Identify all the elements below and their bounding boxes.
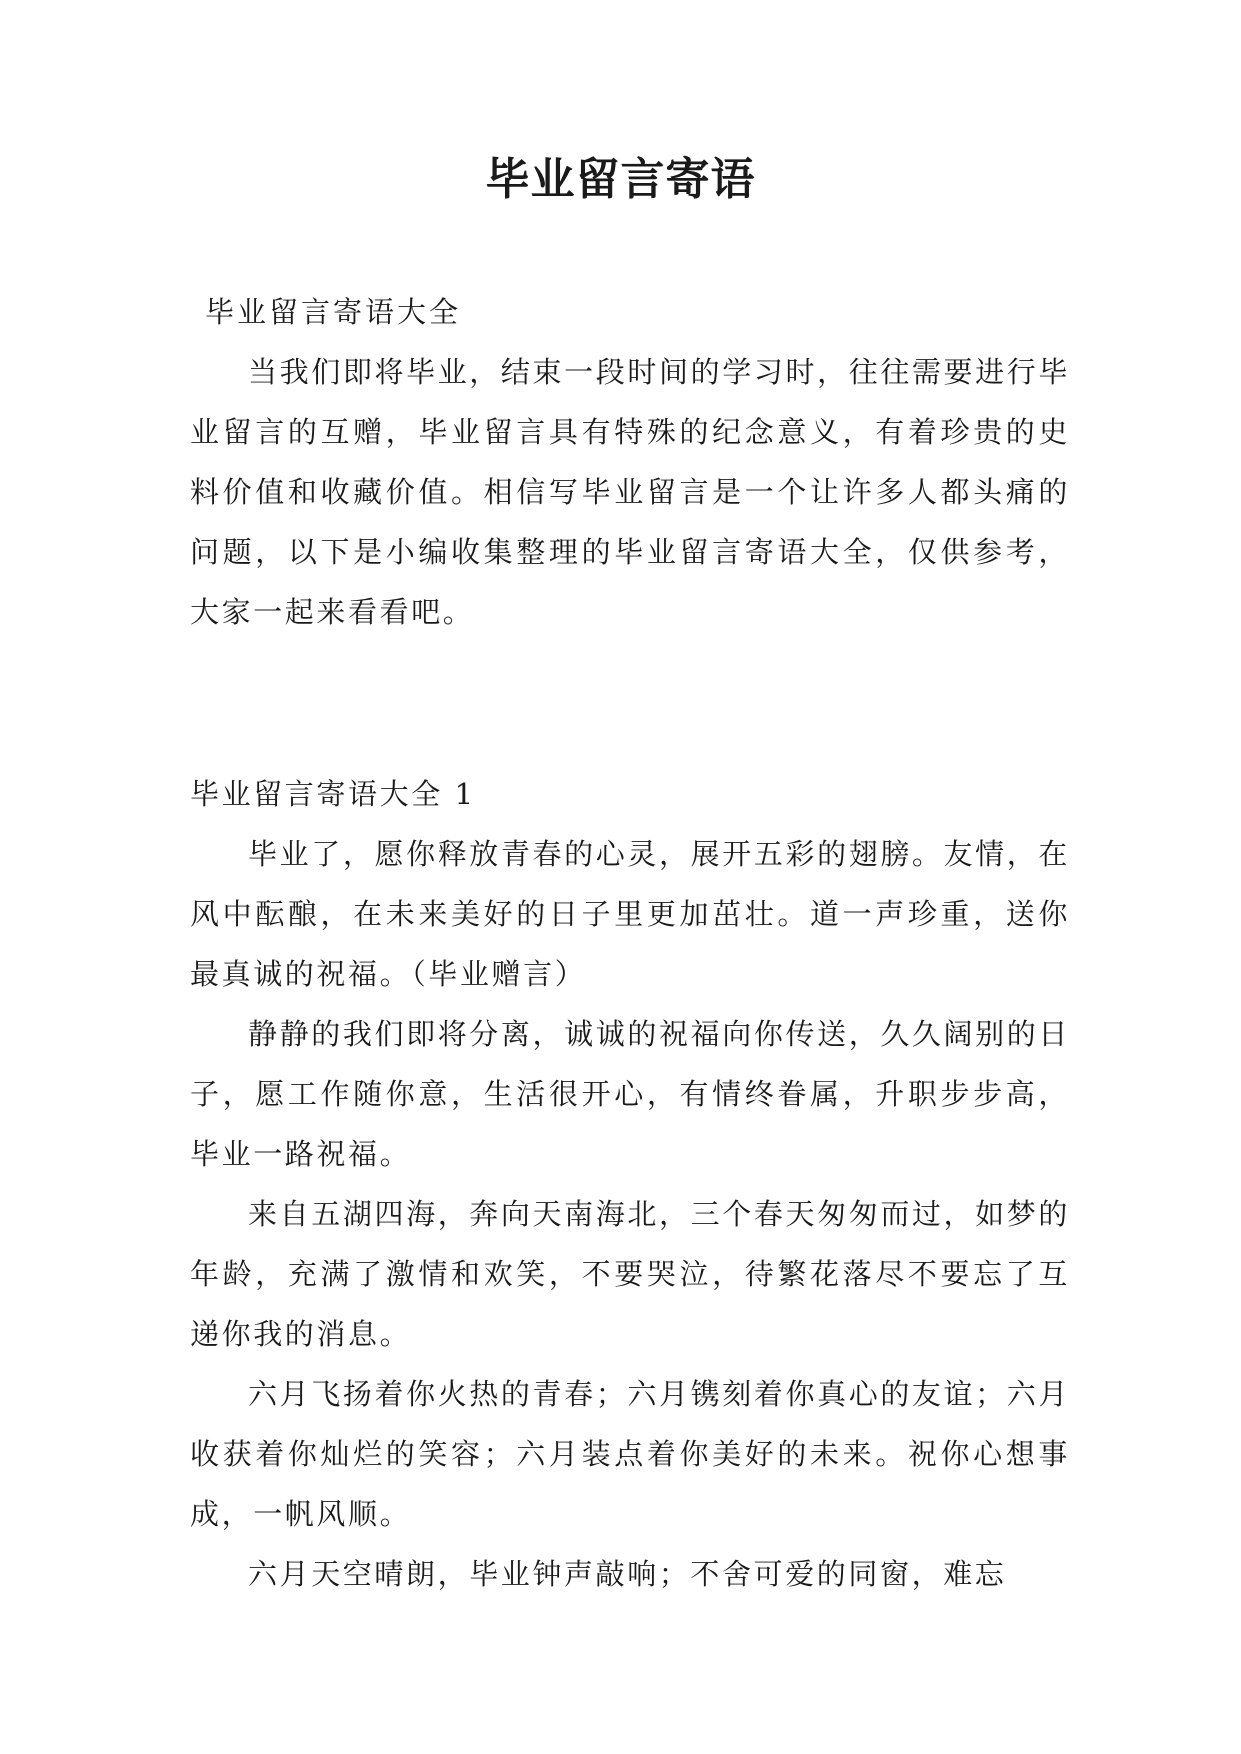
paragraph: 六月飞扬着你火热的青春；六月镌刻着你真心的友谊；六月收获着你灿烂的笑容；六月装点着你美好的未来。祝你心想事成，一帆风顺。 bbox=[190, 1377, 1070, 1531]
intro-paragraph: 当我们即将毕业，结束一段时间的学习时，往往需要进行毕业留言的互赠，毕业留言具有特殊的纪念意义，有着珍贵的史料价值和收藏价值。相信写毕业留言是一个让许多人都头痛的问题，以下是小编收集整理的毕业留言寄语大全，仅供参考，大家一起来看看吧。 bbox=[190, 355, 1070, 629]
entries-block bbox=[190, 824, 1070, 1604]
paragraph: 静静的我们即将分离，诚诚的祝福向你传送，久久阔别的日子，愿工作随你意，生活很开心，有情终眷属，升职步步高，毕业一路祝福。 bbox=[190, 1017, 1070, 1171]
paragraph: 来自五湖四海，奔向天南海北，三个春天匆匆而过，如梦的年龄，充满了激情和欢笑，不要哭泣，待繁花落尽不要忘了互递你我的消息。 bbox=[190, 1197, 1070, 1351]
document-title: 毕业留言寄语 bbox=[485, 154, 756, 205]
document-subtitle: 毕业留言寄语大全 bbox=[205, 295, 462, 329]
section-heading: 毕业留言寄语大全 1 bbox=[190, 777, 476, 811]
intro-block bbox=[190, 342, 1070, 642]
paragraph: 六月天空晴朗，毕业钟声敲响；不舍可爱的同窗，难忘 bbox=[248, 1557, 1007, 1591]
paragraph: 毕业了，愿你释放青春的心灵，展开五彩的翅膀。友情，在风中酝酿，在未来美好的日子里更加茁壮。道一声珍重，送你最真诚的祝福。（毕业赠言） bbox=[190, 837, 1070, 991]
